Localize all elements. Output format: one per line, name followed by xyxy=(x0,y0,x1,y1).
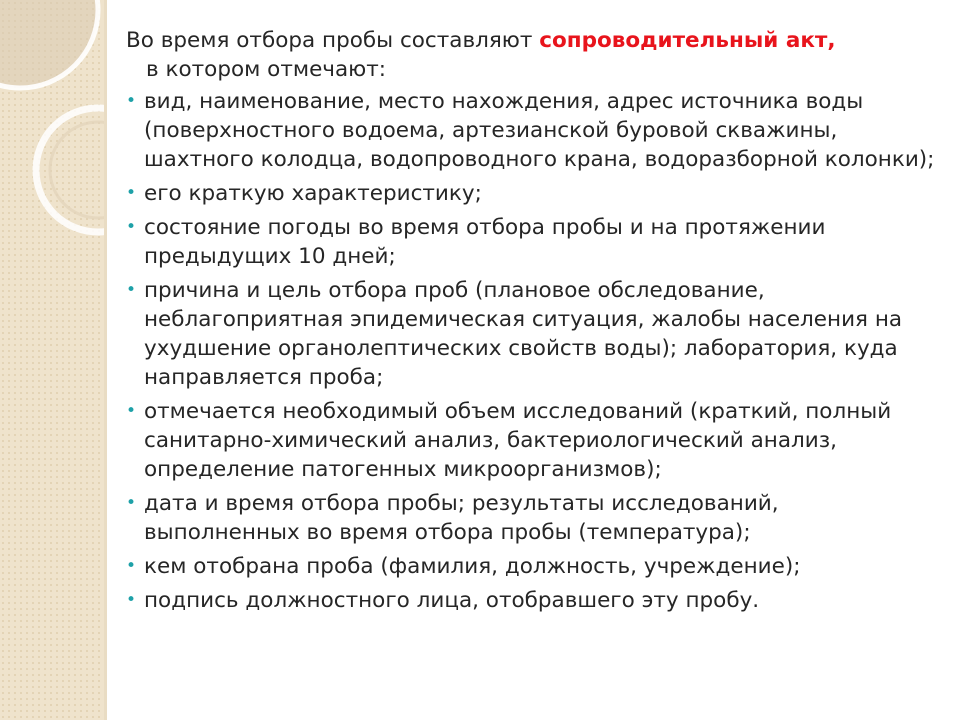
intro-continuation: в котором отмечают: xyxy=(146,57,387,82)
bullet-icon: • xyxy=(126,493,137,513)
intro-lead: Во время отбора пробы составляют xyxy=(126,28,540,53)
bullet-icon: • xyxy=(126,183,137,203)
list-item xyxy=(126,489,936,547)
list-item xyxy=(126,586,936,615)
list-item xyxy=(126,213,936,271)
list-item-text: подпись должностного лица, отобравшего эту пробу. xyxy=(144,588,760,613)
bullet-icon: • xyxy=(126,556,137,576)
list-item xyxy=(126,552,936,581)
list-item-text: его краткую характеристику; xyxy=(144,181,482,206)
list-item-text: вид, наименование, место нахождения, адрес источника воды (поверхностного водоема, артезианской буровой скважины, шахтного колодца, водопроводного крана, водоразборной колонки); xyxy=(144,89,935,172)
decorative-rings-icon xyxy=(0,0,106,300)
slide-content xyxy=(126,26,936,620)
decorative-sidebar xyxy=(0,0,106,720)
list-item-text: состояние погоды во время отбора пробы и на протяжении предыдущих 10 дней; xyxy=(144,215,826,269)
bullet-icon: • xyxy=(126,590,137,610)
sidebar-edge xyxy=(104,0,107,720)
bullet-icon: • xyxy=(126,280,137,300)
list-item xyxy=(126,397,936,484)
list-item xyxy=(126,276,936,392)
bullet-icon: • xyxy=(126,91,137,111)
list-item xyxy=(126,87,936,174)
list-item-text: отмечается необходимый объем исследований (краткий, полный санитарно-химический анализ, бактериологический анализ, определение патогенных микроорганизмов); xyxy=(144,399,892,482)
intro-paragraph xyxy=(126,26,936,84)
list-item-text: причина и цель отбора проб (плановое обследование, неблагоприятная эпидемическая ситуация, жалобы населения на ухудшение органолептических свойств воды); лаборатория, куда направляется проба; xyxy=(144,278,903,390)
intro-highlight: сопроводительный акт, xyxy=(539,28,836,53)
requirements-list xyxy=(126,87,936,615)
bullet-icon: • xyxy=(126,217,137,237)
bullet-icon: • xyxy=(126,401,137,421)
list-item-text: дата и время отбора пробы; результаты исследований, выполненных во время отбора пробы (температура); xyxy=(144,491,779,545)
list-item xyxy=(126,179,936,208)
list-item-text: кем отобрана проба (фамилия, должность, учреждение); xyxy=(144,554,801,579)
